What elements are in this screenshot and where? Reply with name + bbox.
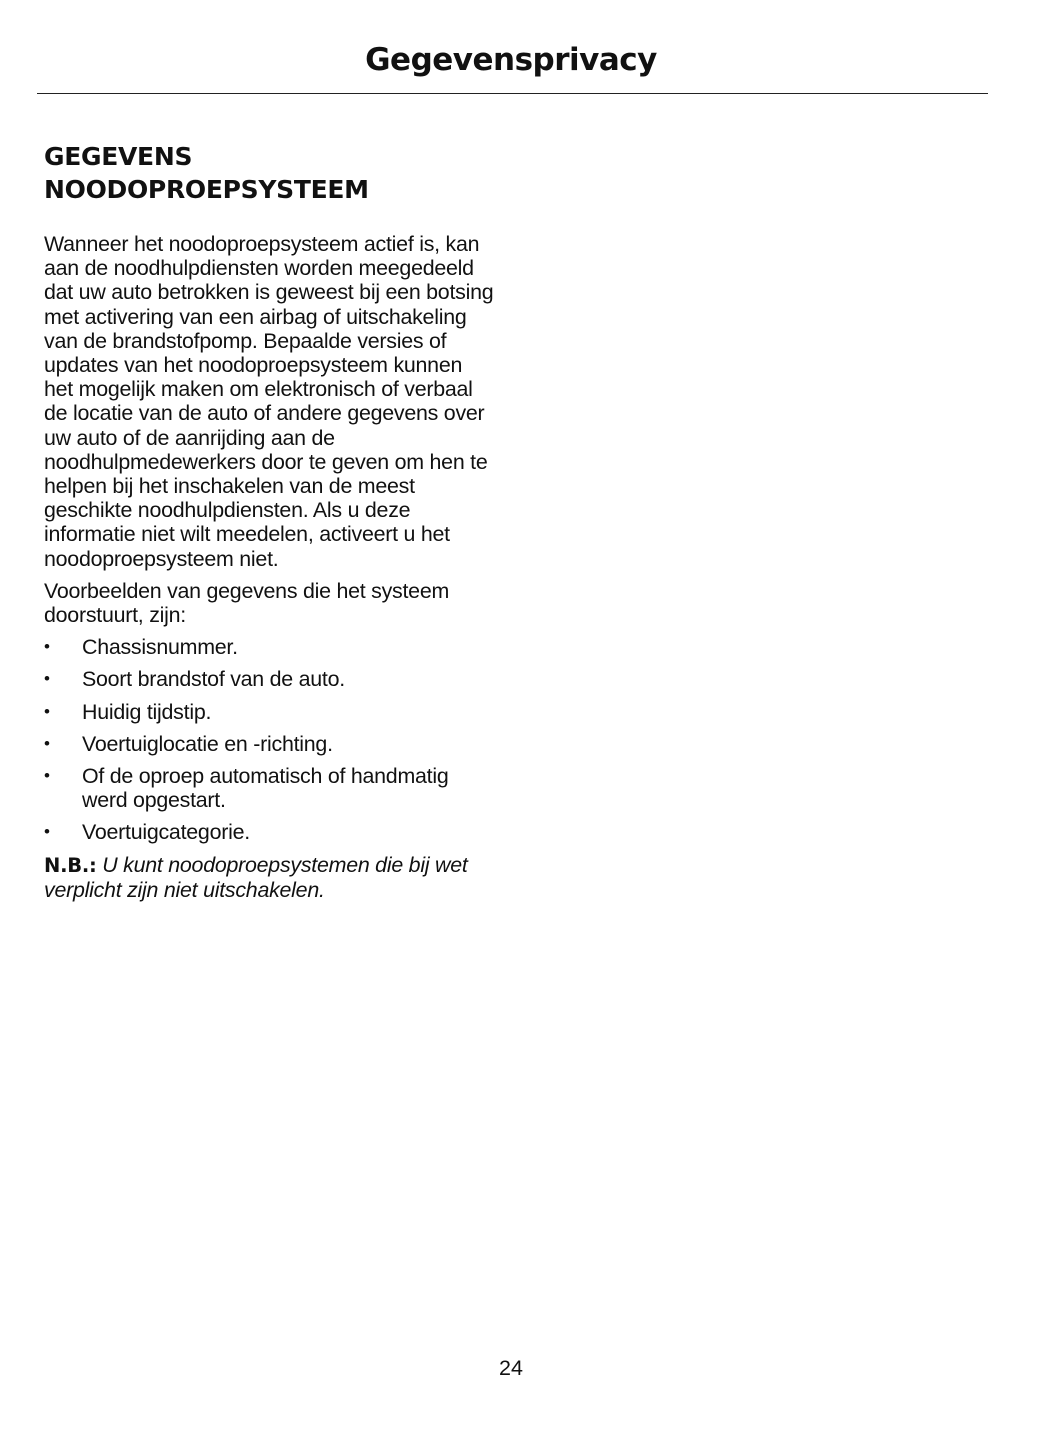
note-text: U kunt noodoproepsystemen die bij wet verplicht zijn niet uitschakelen. [44,852,468,902]
list-item-text: Voertuigcategorie. [82,820,250,845]
bullet-icon: • [44,766,50,786]
page-title: Gegevensprivacy [365,42,657,78]
list-item [44,635,494,659]
list-item-text: Huidig tijdstip. [82,699,212,724]
note-paragraph [44,853,494,902]
bullet-icon: • [44,637,50,657]
intro-paragraph: Wanneer het noodoproepsysteem actief is, kan aan de noodhulpdiensten worden meegedeeld dat uw auto betrokken is geweest bij een botsing met activering van een airbag of uitschakeling van de brandstofpomp. Bepaalde versies of updates van het noodoproepsysteem kunnen het mogelijk maken om elektronisch of verbaal de locatie van de auto of andere gegevens over uw auto of de aanrijding aan de noodhulpmedewerkers door te geven om hen te helpen bij het inschakelen van de meest geschikte noodhulpdiensten. Als u deze informatie niet wilt meedelen, activeert u het noodoproepsysteem niet. [44,232,494,571]
main-content [44,140,494,902]
data-examples-list [44,635,494,844]
list-item [44,764,494,812]
list-item-text: Chassisnummer. [82,635,238,660]
list-item-text: Voertuiglocatie en -richting. [82,731,333,756]
section-heading [44,140,494,206]
bullet-icon: • [44,733,50,753]
note-label: N.B.: [44,853,97,877]
list-item [44,820,494,844]
header-divider [37,93,988,94]
list-item [44,732,494,756]
bullet-icon: • [44,701,50,721]
list-item [44,667,494,691]
list-item-text: Of de oproep automatisch of handmatig werd opgestart. [82,764,449,813]
section-heading-line-1: GEGEVENS [44,142,193,171]
page-number: 24 [499,1356,523,1380]
list-item [44,700,494,724]
list-item-text: Soort brandstof van de auto. [82,667,345,692]
examples-intro-paragraph: Voorbeelden van gegevens die het systeem doorstuurt, zijn: [44,578,450,628]
bullet-icon: • [44,822,50,842]
bullet-icon: • [44,669,50,689]
section-heading-line-2: NOODOPROEPSYSTEEM [44,175,369,204]
